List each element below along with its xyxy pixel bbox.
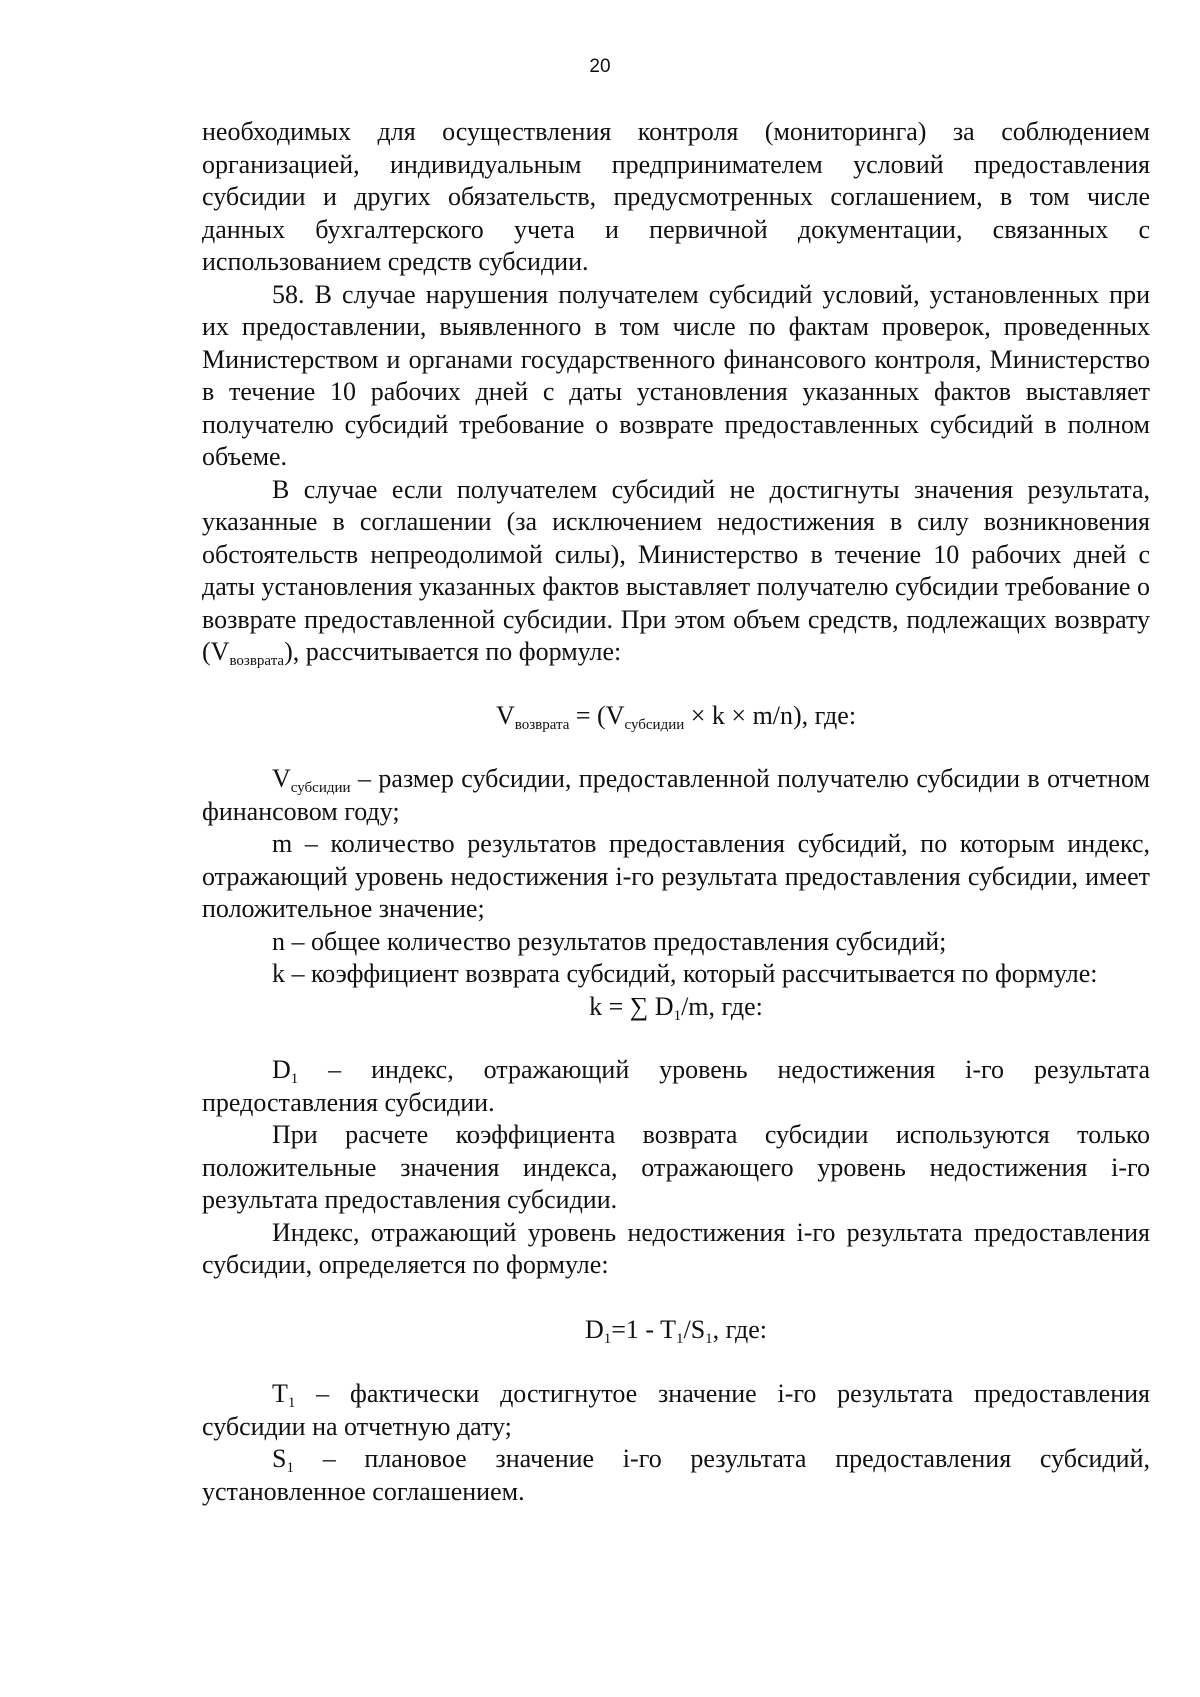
paragraph-continuation: необходимых для осуществления контроля (мониторинга) за соблюдением организацией, индивидуальным предпринимателем условий предоставления субсидии и других обязательств, предусмотренных соглашением, в том числе данных бухгалтерского учета и первичной документации, связанных с использованием средств субсидии. (202, 117, 1150, 276)
formula-symbol: V (495, 700, 515, 730)
formula-symbol: D (584, 1314, 604, 1344)
paragraph-positive-values: При расчете коэффициента возврата субсидии используются только положительные значения индекса, отражающего уровень недостижения i-го результата предоставления субсидии. (202, 1120, 1150, 1214)
paragraph-text: – индекс, отражающий уровень недостижения i-го результата предоставления субсидии. (202, 1055, 1150, 1117)
formula-symbol: T (272, 1379, 288, 1408)
paragraph-text: – размер субсидии, предоставленной получателю субсидии в отчетном финансовом году; (202, 764, 1150, 826)
subscript: возврата (229, 653, 285, 669)
formula-subscript: 1 (603, 1330, 612, 1347)
definition-k: k – коэффициент возврата субсидий, который рассчитывается по формуле: (272, 959, 1098, 988)
definition-v-subsidy (202, 763, 1150, 828)
formula-subscript: 1 (705, 1330, 713, 1347)
formula-text: /m, где: (681, 991, 763, 1021)
subscript: 1 (287, 1395, 296, 1411)
paragraph-text: – фактически достигнутое значение i-го результата предоставления субсидии на отчетную дату; (202, 1379, 1150, 1441)
definition-m: m – количество результатов предоставления субсидий, по которым индекс, отражающий уровень недостижения i-го результата предоставления субсидии, имеет положительное значение; (202, 829, 1150, 923)
definition-t (202, 1378, 1150, 1443)
formula-subscript: субсидии (624, 716, 685, 733)
formula-text: =1 - T (611, 1314, 676, 1344)
formula-text: /S (683, 1314, 706, 1344)
paragraph-text: – плановое значение i-го результата предоставления субсидий, установленное соглашением. (202, 1444, 1150, 1506)
paragraph-non-achievement (202, 474, 1150, 669)
formula-symbol: V (272, 764, 291, 793)
formula-text: k = ∑ D (589, 991, 674, 1021)
formula-symbol: S (272, 1444, 287, 1473)
subscript: 1 (290, 1071, 299, 1087)
subscript: 1 (286, 1460, 294, 1476)
definition-s (202, 1443, 1150, 1508)
formula-d (202, 1314, 1150, 1347)
formula-text: × k × m/n), где: (684, 700, 857, 730)
document-body (202, 116, 1150, 1508)
definition-n: n – общее количество результатов предоставления субсидий; (272, 926, 947, 956)
formula-symbol: D (272, 1055, 291, 1084)
paragraph-index-formula: Индекс, отражающий уровень недостижения i-го результата предоставления субсидии, определяется по формуле: (202, 1217, 1150, 1279)
formula-return-volume (202, 700, 1150, 733)
definition-d (202, 1054, 1150, 1119)
paragraph-text: ), рассчитывается по формуле: (284, 637, 622, 666)
subscript: субсидии (290, 780, 351, 796)
formula-text: , где: (712, 1314, 768, 1344)
formula-text: = (V (569, 700, 625, 730)
formula-subscript: 1 (675, 1330, 684, 1347)
formula-subscript: возврата (514, 716, 570, 733)
formula-subscript: 1 (673, 1007, 682, 1024)
paragraph-58: 58. В случае нарушения получателем субсидий условий, установленных при их предоставлении, выявленного в том числе по фактам проверок, проведенных Министерством и органами государственного финансового контроля, Министерство в течение 10 рабочих дней с даты установления указанных фактов выставляет получателю субсидий требование о возврате предоставленных субсидий в полном объеме. (202, 279, 1150, 471)
page-number: 20 (589, 56, 611, 77)
formula-k (202, 991, 1150, 1024)
paragraph-text: В случае если получателем субсидий не достигнуты значения результата, указанные в соглашении (за исключением недостижения в силу возникновения обстоятельств непреодолимой силы), Министерство в течение 10 рабочих дней с даты установления указанных фактов выставляет получателю субсидии требование о возврате предоставленной субсидии. При этом объем средств, подлежащих возврату (V (202, 474, 1150, 666)
